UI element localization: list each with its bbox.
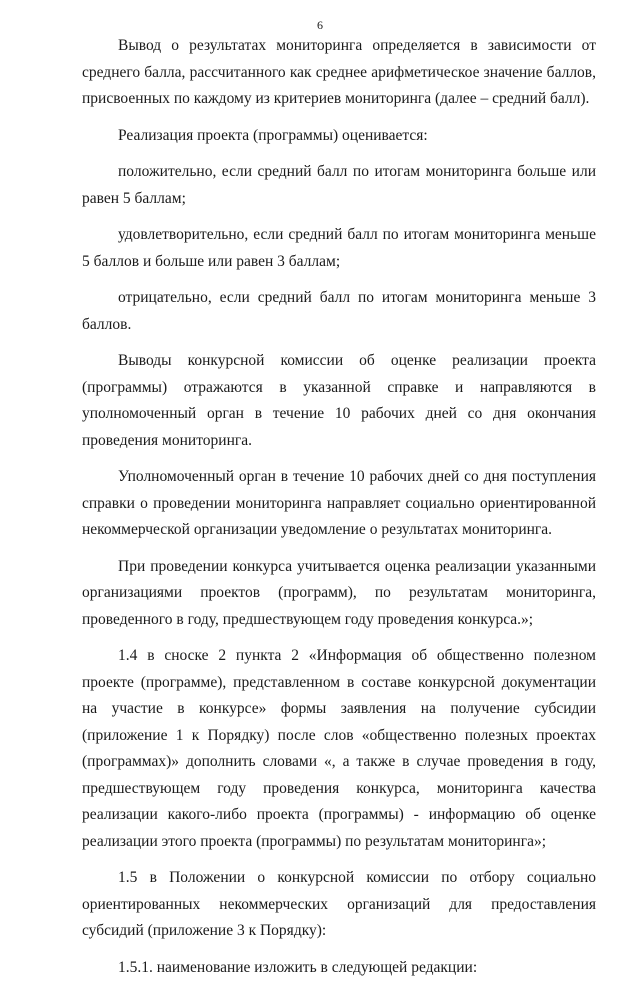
document-body: [82, 33, 596, 981]
page-number: 6: [0, 18, 640, 32]
paragraph-item-1-4: 1.4 в сноске 2 пункта 2 «Информация об общественно полезном проекте (программе), представленном в составе конкурсной документации на участие в конкурсе» формы заявления на получение субсидии (приложение 1 к Порядку) после слов «общественно полезных проектах (программах)» дополнить словами «, а также в случае проведения в году, предшествующем году проведения конкурса, мониторинга качества реализации какого-либо проекта (программы) - информацию об оценке реализации этого проекта (программы) по результатам мониторинга»;: [82, 643, 596, 855]
paragraph-authorized-body: Уполномоченный орган в течение 10 рабочих дней со дня поступления справки о проведении мониторинга направляет социально ориентированной некоммерческой организации уведомление о результатах мониторинга.: [82, 464, 596, 544]
paragraph-monitoring-conclusion: Вывод о результатах мониторинга определяется в зависимости от среднего балла, рассчитанного как среднее арифметическое значение баллов, присвоенных по каждому из критериев мониторинга (далее – средний балл).: [82, 33, 596, 113]
paragraph-contest-evaluation: При проведении конкурса учитывается оценка реализации указанными организациями проектов (программ), по результатам мониторинга, проведенного в году, предшествующем году проведения конкурса.»;: [82, 554, 596, 634]
paragraph-positive: положительно, если средний балл по итогам мониторинга больше или равен 5 баллам;: [82, 159, 596, 212]
paragraph-evaluation-intro: Реализация проекта (программы) оценивается:: [82, 123, 596, 150]
paragraph-negative: отрицательно, если средний балл по итогам мониторинга меньше 3 баллов.: [82, 285, 596, 338]
paragraph-item-1-5: 1.5 в Положении о конкурсной комиссии по отбору социально ориентированных некоммерческих организаций для предоставления субсидий (приложение 3 к Порядку):: [82, 865, 596, 945]
paragraph-item-1-5-1: 1.5.1. наименование изложить в следующей редакции:: [82, 955, 596, 981]
paragraph-commission-findings: Выводы конкурсной комиссии об оценке реализации проекта (программы) отражаются в указанной справке и направляются в уполномоченный орган в течение 10 рабочих дней со дня окончания проведения мониторинга.: [82, 348, 596, 454]
paragraph-satisfactory: удовлетворительно, если средний балл по итогам мониторинга меньше 5 баллов и больше или равен 3 баллам;: [82, 222, 596, 275]
